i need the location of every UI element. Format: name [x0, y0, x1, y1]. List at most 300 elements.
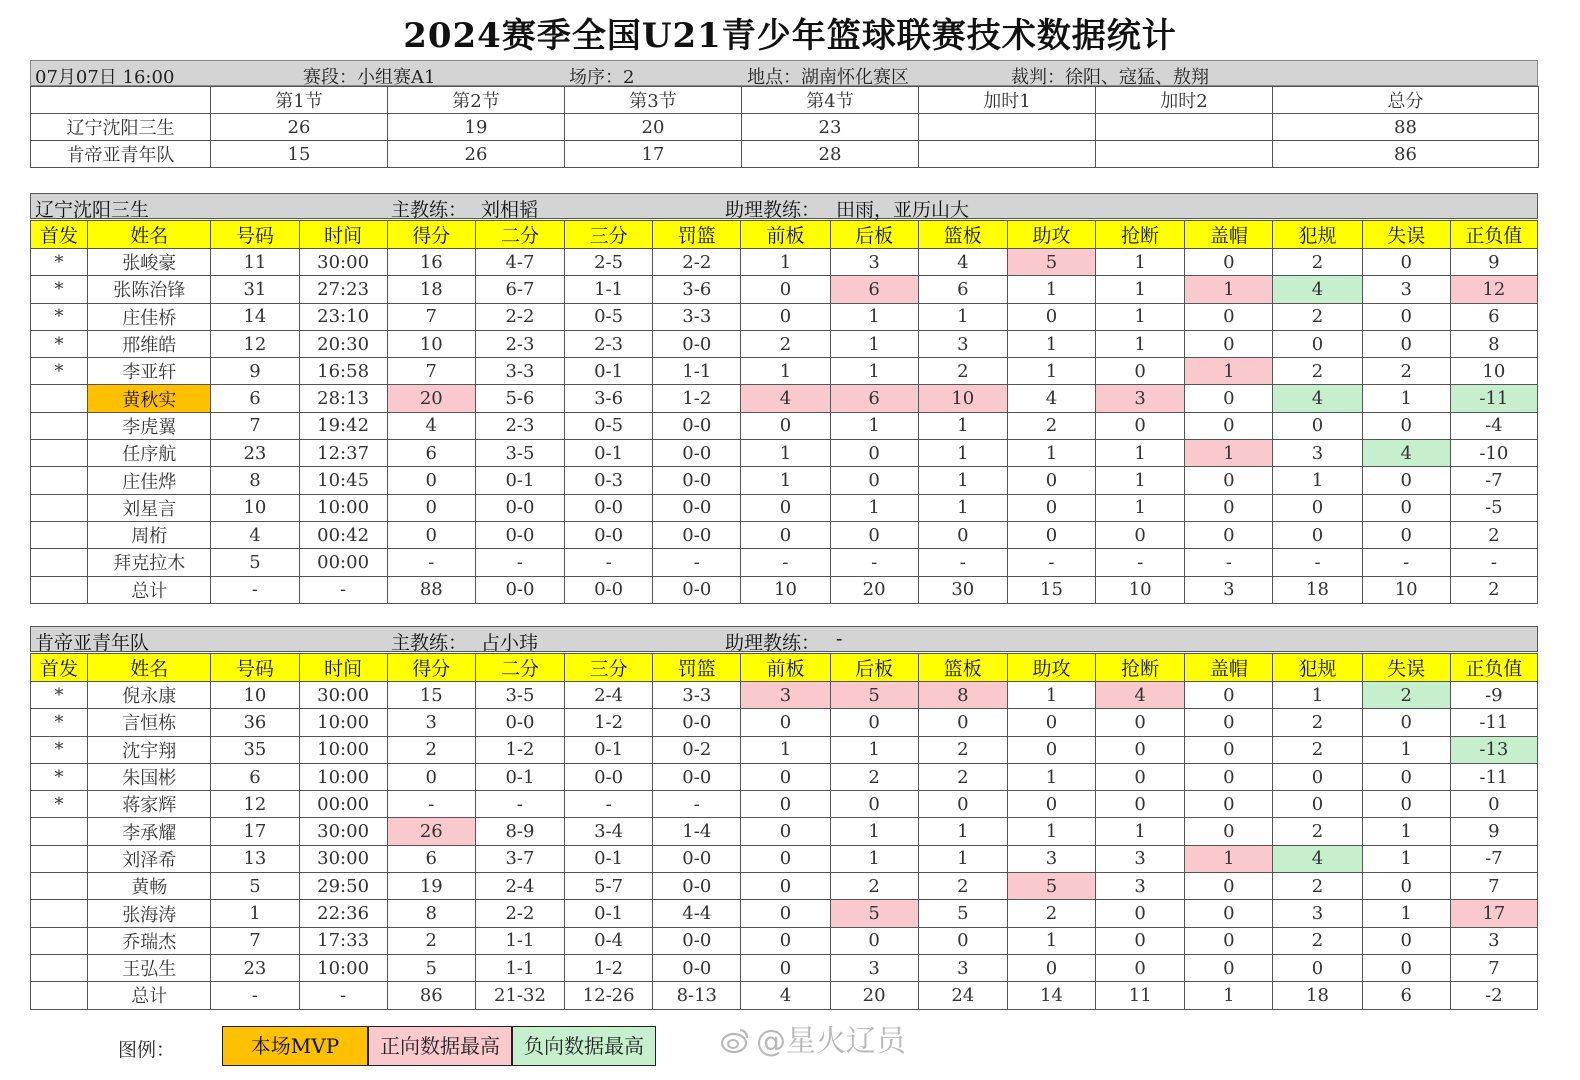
- table-row: [31, 682, 1538, 709]
- player-name: 总计: [88, 982, 211, 1009]
- stat-cell: 0: [1273, 494, 1362, 521]
- stat-cell: 1: [1007, 330, 1095, 357]
- table-row: [31, 818, 1538, 845]
- stat-cell: 4: [1362, 440, 1450, 467]
- stat-cell: -: [830, 549, 918, 576]
- stat-cell: -: [918, 549, 1007, 576]
- table-row: [31, 736, 1538, 763]
- stat-cell: 0: [830, 791, 918, 818]
- stat-cell: 2: [1273, 303, 1362, 330]
- stat-cell: 6: [1450, 303, 1537, 330]
- table-row: [31, 467, 1538, 494]
- stat-cell: 23:10: [299, 303, 387, 330]
- stat-cell: 3: [1273, 900, 1362, 927]
- stat-cell: 6: [211, 763, 299, 790]
- stat-cell: 0: [1273, 791, 1362, 818]
- stat-cell: 8: [1450, 330, 1537, 357]
- stat-cell: 3-5: [475, 682, 564, 709]
- stat-cell: 0: [1007, 494, 1095, 521]
- stat-header-cell: 得分: [387, 654, 475, 682]
- table-row: [31, 791, 1538, 818]
- stat-cell: 0-4: [565, 927, 653, 954]
- stat-cell: 8: [918, 682, 1007, 709]
- stat-cell: 4: [1273, 385, 1362, 412]
- stat-header-cell: 失误: [1362, 221, 1450, 249]
- stat-cell: 0: [1096, 763, 1185, 790]
- stat-cell: 1: [830, 736, 918, 763]
- stat-cell: 0: [741, 276, 830, 303]
- stat-cell: *: [31, 736, 88, 763]
- stat-cell: 0-1: [565, 845, 653, 872]
- table-row: [31, 927, 1538, 954]
- team1-stats-table: [30, 220, 1538, 604]
- stat-cell: 30:00: [299, 845, 387, 872]
- stat-cell: 14: [211, 303, 299, 330]
- stat-cell: 1: [741, 249, 830, 276]
- stat-cell: 21-32: [475, 982, 564, 1009]
- stat-cell: 1-1: [475, 954, 564, 981]
- stat-cell: 15: [1007, 576, 1095, 603]
- stat-cell: 1: [830, 303, 918, 330]
- stat-cell: 1: [1273, 467, 1362, 494]
- stat-header-cell: 犯规: [1273, 221, 1362, 249]
- stat-cell: -11: [1450, 763, 1537, 790]
- stat-cell: 6: [830, 385, 918, 412]
- stat-cell: 10: [1096, 576, 1185, 603]
- table-row: [31, 412, 1538, 439]
- stat-cell: 1: [918, 412, 1007, 439]
- stat-cell: 3: [1096, 873, 1185, 900]
- stat-cell: -13: [1450, 736, 1537, 763]
- stat-cell: 0: [1362, 330, 1450, 357]
- stat-header-cell: 首发: [31, 221, 88, 249]
- stat-cell: [31, 412, 88, 439]
- stat-header-cell: 篮板: [918, 221, 1007, 249]
- stat-cell: 4: [741, 982, 830, 1009]
- stat-cell: 0: [1362, 467, 1450, 494]
- stat-cell: 6: [387, 440, 475, 467]
- stat-cell: 1: [830, 845, 918, 872]
- stat-cell: 0-0: [653, 873, 741, 900]
- stat-cell: 10: [1362, 576, 1450, 603]
- stat-cell: 2-5: [565, 249, 653, 276]
- stat-header-cell: 后板: [830, 654, 918, 682]
- stat-cell: 00:42: [299, 521, 387, 548]
- stat-cell: 5: [830, 682, 918, 709]
- table-row: [31, 982, 1538, 1009]
- stat-cell: *: [31, 358, 88, 385]
- team2-stats-table: [30, 653, 1538, 1010]
- stat-cell: 3: [830, 954, 918, 981]
- stat-cell: 0-1: [475, 467, 564, 494]
- stat-header-cell: 犯规: [1273, 654, 1362, 682]
- stat-cell: 17: [1450, 900, 1537, 927]
- stat-cell: 0: [741, 709, 830, 736]
- stat-cell: 4: [1273, 845, 1362, 872]
- stat-cell: 1: [1185, 440, 1273, 467]
- stat-header-cell: 时间: [299, 221, 387, 249]
- stat-cell: 29:50: [299, 873, 387, 900]
- stat-cell: 0: [1096, 927, 1185, 954]
- stat-cell: -: [387, 791, 475, 818]
- stat-cell: 3: [1096, 385, 1185, 412]
- stat-cell: 0: [1185, 303, 1273, 330]
- stat-cell: 0: [1362, 954, 1450, 981]
- stat-cell: 3: [918, 954, 1007, 981]
- stat-cell: 0: [741, 763, 830, 790]
- stat-cell: 4-4: [653, 900, 741, 927]
- stat-cell: 30: [918, 576, 1007, 603]
- stat-header-cell: 抢断: [1096, 654, 1185, 682]
- stat-cell: 0: [1362, 709, 1450, 736]
- player-name: 任序航: [88, 440, 211, 467]
- stat-cell: 5: [1007, 249, 1095, 276]
- stat-cell: 3: [1096, 845, 1185, 872]
- stat-cell: 10: [211, 682, 299, 709]
- score-cell: [919, 141, 1096, 168]
- quarter-score-table: [30, 86, 1539, 168]
- stat-cell: -4: [1450, 412, 1537, 439]
- stat-cell: 0: [1185, 494, 1273, 521]
- stat-cell: 1: [1362, 385, 1450, 412]
- stat-cell: 0: [387, 763, 475, 790]
- stat-cell: 0: [1007, 954, 1095, 981]
- stat-cell: 10:00: [299, 494, 387, 521]
- stat-header-cell: 罚篮: [653, 654, 741, 682]
- stat-cell: -: [1007, 549, 1095, 576]
- stat-cell: 9: [211, 358, 299, 385]
- stat-cell: 0: [1007, 736, 1095, 763]
- team2-coach-label: 主教练：: [391, 632, 468, 654]
- score-cell: 15: [211, 141, 388, 168]
- stat-cell: 2: [1273, 709, 1362, 736]
- player-name: 周桁: [88, 521, 211, 548]
- score-cell: 17: [565, 141, 742, 168]
- stat-cell: 1: [741, 440, 830, 467]
- stat-cell: -: [475, 549, 564, 576]
- stat-cell: 0: [918, 927, 1007, 954]
- player-name: 总计: [88, 576, 211, 603]
- stat-cell: 7: [387, 303, 475, 330]
- stat-cell: -7: [1450, 467, 1537, 494]
- stat-cell: 11: [211, 249, 299, 276]
- stat-cell: 0: [1185, 736, 1273, 763]
- stat-cell: -11: [1450, 709, 1537, 736]
- table-row: [31, 845, 1538, 872]
- stat-cell: 0: [1362, 763, 1450, 790]
- table-row: [31, 249, 1538, 276]
- stat-cell: 10: [211, 494, 299, 521]
- stat-cell: 4: [1273, 276, 1362, 303]
- stat-cell: 3: [1362, 276, 1450, 303]
- stat-cell: *: [31, 709, 88, 736]
- score-cell: 86: [1273, 141, 1539, 168]
- stat-cell: 0-0: [653, 440, 741, 467]
- stat-cell: -5: [1450, 494, 1537, 521]
- stat-cell: 1: [918, 818, 1007, 845]
- stat-cell: 0: [1096, 709, 1185, 736]
- stat-cell: 2: [1273, 873, 1362, 900]
- stat-cell: 0-0: [653, 576, 741, 603]
- stat-cell: 1: [918, 303, 1007, 330]
- stat-cell: 2: [1273, 818, 1362, 845]
- page-title: 2024赛季全国U21青少年篮球联赛技术数据统计: [403, 16, 1177, 56]
- stat-cell: 4: [1096, 682, 1185, 709]
- stat-cell: 28:13: [299, 385, 387, 412]
- stat-cell: [31, 873, 88, 900]
- stat-cell: 1: [741, 736, 830, 763]
- stat-cell: [31, 521, 88, 548]
- stat-cell: [31, 467, 88, 494]
- stat-cell: 0-1: [565, 440, 653, 467]
- table-row: [31, 303, 1538, 330]
- stat-cell: 2: [1450, 576, 1537, 603]
- stat-cell: 0: [1185, 467, 1273, 494]
- table-row: [31, 276, 1538, 303]
- stat-cell: 1: [1185, 845, 1273, 872]
- stat-cell: 6: [830, 276, 918, 303]
- stat-cell: -: [299, 576, 387, 603]
- stat-header-cell: 号码: [211, 654, 299, 682]
- player-name: 张陈治锋: [88, 276, 211, 303]
- stat-cell: 22:36: [299, 900, 387, 927]
- stat-cell: 8-9: [475, 818, 564, 845]
- stat-header-cell: 盖帽: [1185, 654, 1273, 682]
- stat-cell: 2: [741, 330, 830, 357]
- stat-cell: 0: [741, 873, 830, 900]
- stat-cell: 0: [1362, 927, 1450, 954]
- legend-mvp: 本场MVP: [222, 1026, 368, 1066]
- player-name: 沈宇翔: [88, 736, 211, 763]
- stat-cell: 0: [1096, 791, 1185, 818]
- stat-cell: 0: [1096, 358, 1185, 385]
- stat-cell: 16: [387, 249, 475, 276]
- stat-cell: *: [31, 249, 88, 276]
- player-name: 刘泽希: [88, 845, 211, 872]
- stat-cell: 0: [1185, 763, 1273, 790]
- game-info-bar: [30, 60, 1538, 86]
- stat-cell: 10: [1450, 358, 1537, 385]
- stat-cell: 10: [918, 385, 1007, 412]
- stat-cell: 0: [1185, 873, 1273, 900]
- player-name: 拜克拉木: [88, 549, 211, 576]
- table-row: [31, 358, 1538, 385]
- stat-cell: 88: [387, 576, 475, 603]
- score-team-name: 辽宁沈阳三生: [31, 114, 211, 141]
- table-row: [31, 873, 1538, 900]
- stat-cell: 2-2: [653, 249, 741, 276]
- stat-cell: 2-2: [475, 303, 564, 330]
- player-name: 王弘生: [88, 954, 211, 981]
- stat-cell: 1: [1185, 982, 1273, 1009]
- stat-cell: 0-0: [653, 412, 741, 439]
- stat-cell: 2-2: [475, 900, 564, 927]
- stat-cell: 5: [1007, 873, 1095, 900]
- table-row: [31, 900, 1538, 927]
- stat-cell: 1: [1007, 818, 1095, 845]
- stat-header-cell: 盖帽: [1185, 221, 1273, 249]
- stat-cell: 0: [1185, 385, 1273, 412]
- score-header-cell: 第3节: [565, 87, 742, 114]
- stat-cell: 18: [387, 276, 475, 303]
- stat-cell: 9: [1450, 818, 1537, 845]
- stat-cell: 1: [918, 494, 1007, 521]
- stat-cell: 2: [830, 763, 918, 790]
- stat-cell: -: [653, 791, 741, 818]
- stat-cell: 1: [1273, 682, 1362, 709]
- stat-cell: 0: [830, 709, 918, 736]
- stat-cell: -10: [1450, 440, 1537, 467]
- team1-assistant-label: 助理教练：: [725, 199, 821, 221]
- stat-cell: 5: [830, 900, 918, 927]
- player-name: 邢维皓: [88, 330, 211, 357]
- score-header-cell: 加时2: [1096, 87, 1273, 114]
- stat-cell: 2-3: [475, 412, 564, 439]
- stat-cell: [31, 954, 88, 981]
- stat-cell: 0-0: [565, 494, 653, 521]
- stat-cell: 0: [830, 927, 918, 954]
- stat-cell: 0: [1007, 467, 1095, 494]
- player-name: 张海涛: [88, 900, 211, 927]
- stat-cell: 10:00: [299, 954, 387, 981]
- stat-cell: 0: [1007, 709, 1095, 736]
- stat-header-cell: 姓名: [88, 654, 211, 682]
- watermark: [720, 1016, 906, 1060]
- stat-header-cell: 姓名: [88, 221, 211, 249]
- stat-cell: [31, 818, 88, 845]
- score-cell: 23: [742, 114, 919, 141]
- player-name: 庄佳烨: [88, 467, 211, 494]
- team1-assistant: 田雨，亚历山大: [836, 199, 970, 221]
- stat-cell: 11: [1096, 982, 1185, 1009]
- stat-cell: [31, 845, 88, 872]
- stat-cell: 3-6: [565, 385, 653, 412]
- stat-cell: 3-3: [653, 682, 741, 709]
- stat-cell: -7: [1450, 845, 1537, 872]
- stat-cell: 0-0: [653, 709, 741, 736]
- stat-cell: 5-7: [565, 873, 653, 900]
- stat-header-cell: 首发: [31, 654, 88, 682]
- stat-header-cell: 篮板: [918, 654, 1007, 682]
- stat-cell: 7: [387, 358, 475, 385]
- stat-cell: 1: [741, 358, 830, 385]
- stat-cell: 1: [1007, 682, 1095, 709]
- stat-cell: 0: [1362, 303, 1450, 330]
- player-name: 庄佳桥: [88, 303, 211, 330]
- stat-cell: 0: [1096, 736, 1185, 763]
- score-cell: 19: [388, 114, 565, 141]
- stat-header-cell: 助攻: [1007, 654, 1095, 682]
- game-venue: 地点：湖南怀化赛区: [747, 67, 909, 88]
- stat-cell: 12-26: [565, 982, 653, 1009]
- stat-cell: 1: [918, 845, 1007, 872]
- stat-cell: -: [1185, 549, 1273, 576]
- stat-cell: 3: [741, 682, 830, 709]
- score-cell: [919, 114, 1096, 141]
- stat-cell: 0: [741, 900, 830, 927]
- score-row: [31, 114, 1539, 141]
- team1-info-bar: [30, 193, 1538, 219]
- stat-cell: 18: [1273, 576, 1362, 603]
- stat-header-cell: 后板: [830, 221, 918, 249]
- stat-header-cell: 号码: [211, 221, 299, 249]
- stat-header-cell: 时间: [299, 654, 387, 682]
- stat-cell: 1: [830, 494, 918, 521]
- stat-cell: -: [211, 576, 299, 603]
- table-row: [31, 521, 1538, 548]
- stat-cell: [31, 385, 88, 412]
- stat-cell: 5: [211, 873, 299, 900]
- player-name: 朱国彬: [88, 763, 211, 790]
- stat-cell: -: [299, 982, 387, 1009]
- stat-cell: 12: [1450, 276, 1537, 303]
- stat-header-cell: 正负值: [1450, 221, 1537, 249]
- stat-cell: 8: [211, 467, 299, 494]
- stat-cell: 30:00: [299, 818, 387, 845]
- stat-cell: 6: [1362, 982, 1450, 1009]
- stat-cell: 0-0: [475, 494, 564, 521]
- stat-cell: 35: [211, 736, 299, 763]
- stat-cell: 4: [741, 385, 830, 412]
- stat-cell: 7: [211, 412, 299, 439]
- stat-cell: -: [1096, 549, 1185, 576]
- stat-cell: [31, 982, 88, 1009]
- stat-cell: -: [211, 982, 299, 1009]
- player-name: 言恒栋: [88, 709, 211, 736]
- stat-cell: 2: [1273, 249, 1362, 276]
- stat-cell: 20:30: [299, 330, 387, 357]
- stat-cell: 1: [211, 900, 299, 927]
- stat-cell: 0: [830, 521, 918, 548]
- stat-cell: 12:37: [299, 440, 387, 467]
- stat-cell: 0: [1362, 791, 1450, 818]
- stat-cell: 10:00: [299, 709, 387, 736]
- stat-cell: 1: [830, 818, 918, 845]
- player-name: 张峻豪: [88, 249, 211, 276]
- stat-cell: 0: [918, 791, 1007, 818]
- stat-cell: 20: [830, 576, 918, 603]
- stat-cell: 14: [1007, 982, 1095, 1009]
- table-row: [31, 763, 1538, 790]
- stat-cell: 4: [1007, 385, 1095, 412]
- stat-cell: -: [1450, 549, 1537, 576]
- stat-cell: 10: [387, 330, 475, 357]
- stat-header-cell: 助攻: [1007, 221, 1095, 249]
- stat-cell: 10:45: [299, 467, 387, 494]
- stat-cell: 0-0: [653, 763, 741, 790]
- player-name: 李亚轩: [88, 358, 211, 385]
- stat-cell: 18: [1273, 982, 1362, 1009]
- stat-cell: 10:00: [299, 763, 387, 790]
- table-row: [31, 330, 1538, 357]
- stat-cell: 8-13: [653, 982, 741, 1009]
- stat-cell: 2: [918, 763, 1007, 790]
- stat-cell: 0-5: [565, 303, 653, 330]
- stat-cell: 5-6: [475, 385, 564, 412]
- stat-cell: 6-7: [475, 276, 564, 303]
- stat-cell: 3-4: [565, 818, 653, 845]
- stat-cell: -: [1362, 549, 1450, 576]
- stat-cell: 3: [1185, 576, 1273, 603]
- stat-cell: 36: [211, 709, 299, 736]
- stat-cell: 0: [830, 467, 918, 494]
- stat-cell: 7: [211, 927, 299, 954]
- stat-cell: 0: [1362, 873, 1450, 900]
- stat-cell: 0-5: [565, 412, 653, 439]
- stat-cell: 1: [1362, 845, 1450, 872]
- stat-cell: -: [475, 791, 564, 818]
- stat-cell: 27:23: [299, 276, 387, 303]
